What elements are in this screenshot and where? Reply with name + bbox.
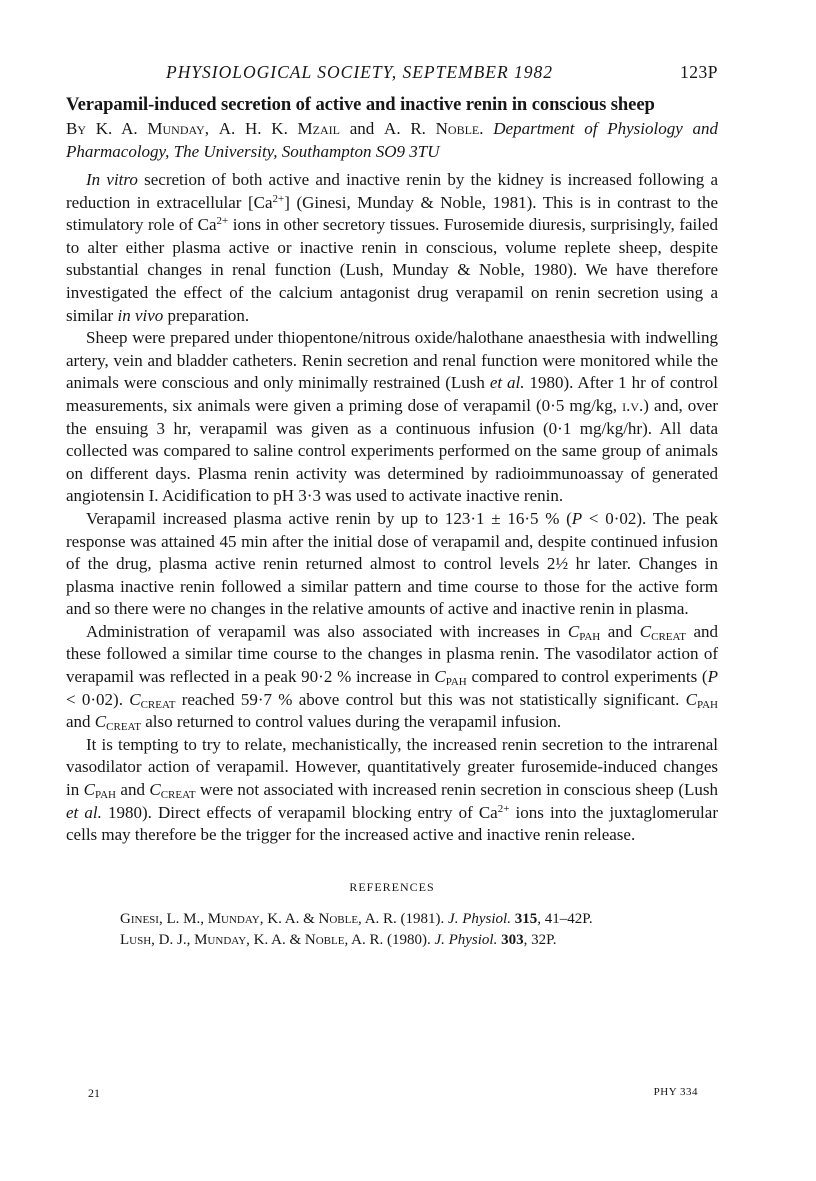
paragraph-5: It is tempting to try to relate, mechanistically, the increased renin secretion to the intrarenal vasodilator action of verapamil. However, quantitatively greater furosemide-induced changes in $C_{PAH}$ and $C_{CREAT}$ were not associated with increased renin secretion in conscious sheep (Lush et al. 1980). Direct effects of verapamil blocking entry of $Ca^{2+}$ ions into the juxtaglomerular cells may therefore be the trigger for the increased active and inactive renin release. <box>66 734 718 845</box>
references-heading: REFERENCES <box>349 879 435 894</box>
paragraph-4: Administration of verapamil was also associated with increases in $C_{PAH}$ and $C_{CREAT}$ and these followed a similar time course to the changes in plasma renin. The vasodilator action of verapamil was reflected in a peak 90·2 % increase in $C_{PAH}$ compared to control experiments (P < 0·02). $C_{CREAT}$ reached 59·7 % above control but this was not statistically significant. $C_{PAH}$ and $C_{CREAT}$ also returned to control values during the verapamil infusion. <box>66 621 719 734</box>
paragraph-3: Verapamil increased plasma active renin by up to 123·1 ± 16·5 % (P < 0·02). The peak response was attained 45 min after the initial dose of verapamil and, despite continued infusion of the drug, plasma active renin returned almost to control levels 2½ hr later. Changes in plasma inactive renin followed a similar pattern and time course to those for the active form and so there were no changes in the relative amounts of active and inactive renin in plasma. <box>66 508 719 619</box>
running-title: PHYSIOLOGICAL SOCIETY, SEPTEMBER 1982 <box>166 62 554 82</box>
page-number: 123P <box>680 62 718 82</box>
author-line: By K. A. Munday, A. H. K. Mzail and A. R. Noble. Department of Physiology and Pharmacology, The University, Southampton SO9 3TU <box>66 119 718 161</box>
author-mzail: A. H. K. Mzail <box>218 119 340 138</box>
running-header <box>66 62 718 88</box>
paragraph-2: Sheep were prepared under thiopentone/nitrous oxide/halothane anaesthesia with indwelling artery, vein and bladder catheters. Renin secretion and renal function were monitored while the animals were conscious and only minimally restrained (Lush et al. 1980). After 1 hr of control measurements, six animals were given a priming dose of verapamil (0·5 mg/kg, i.v.) and, over the ensuing 3 hr, verapamil was given as a continuous infusion (0·1 mg/kg/hr). All data collected was compared to saline control experiments performed on the same group of animals on different days. Plasma renin activity was determined by radioimmunoassay of generated angiotensin I. Acidification to pH 3·3 was used to activate inactive renin. <box>66 328 718 506</box>
and-word: and <box>349 119 375 138</box>
article-title: Verapamil-induced secretion of active and inactive renin in conscious sheep <box>66 94 655 115</box>
reference-list <box>66 909 718 951</box>
by-word: By <box>66 119 87 138</box>
affiliation: Department of Physiology and Pharmacology, The University, Southampton SO9 3TU <box>66 119 718 161</box>
reference-item: Ginesi, L. M., Munday, K. A. & Noble, A. R. (1981). J. Physiol. 315, 41–42P. <box>120 910 593 927</box>
reference-item: Lush, D. J., Munday, K. A. & Noble, A. R. (1980). J. Physiol. 303, 32P. <box>120 931 557 948</box>
author-munday: K. A. Munday <box>95 119 205 138</box>
page-content <box>66 62 718 951</box>
footer-journal-code: PHY 334 <box>653 1086 698 1098</box>
author-noble: A. R. Noble <box>384 119 480 138</box>
paragraph-1: In vitro secretion of both active and inactive renin by the kidney is increased following a reduction in extracellular $[Ca^{2+}]$ (Ginesi, Munday & Noble, 1981). This is in contrast to the stimulatory role of $Ca^{2+}$ ions in other secretory tissues. Furosemide diuresis, surprisingly, failed to alter either plasma active or inactive renin in conscious, volume replete sheep, despite substantial changes in renal function (Lush, Munday & Noble, 1980). We have therefore investigated the effect of the calcium antagonist drug verapamil on renin secretion using a similar in vivo preparation. <box>66 170 718 325</box>
footer-signature-number: 21 <box>88 1086 100 1100</box>
